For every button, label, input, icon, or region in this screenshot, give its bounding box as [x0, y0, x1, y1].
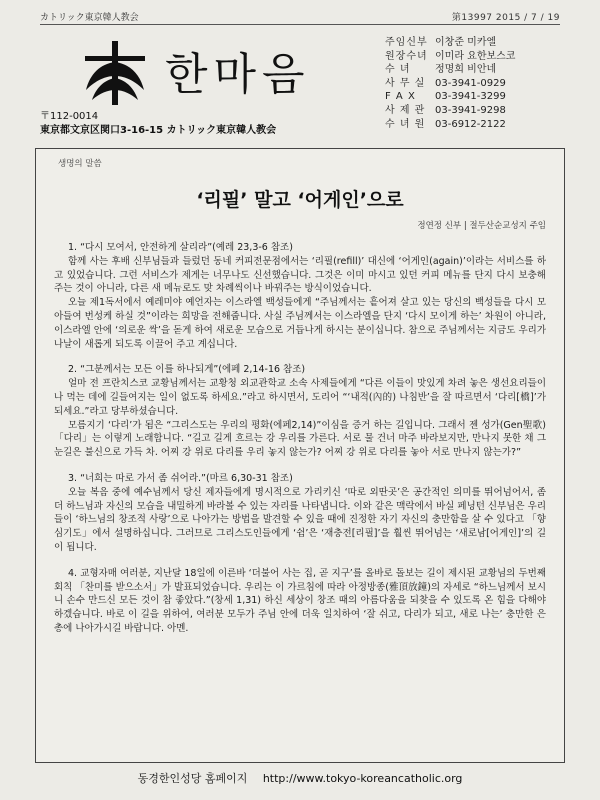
paragraph: 오늘 제1독서에서 예레미야 예언자는 이스라엘 백성들에게 “주님께서는 흩어져 살고 있는 당신의 백성들을 다시 모아들여 번성케 하실 것”이라는 희망을 전해줍니다. 사실 주님께서는 이스라엘을 단지 ‘다시 모이게 하는’ 차원이 아니라, 이스라엘 안에 ‘의로운 싹’을 돋게 하여 새로운 모습으로 거듭나게 하시는 분이십니다. 참으로 주님께서는 지금도 우리가 나날이 새롭게 되도록 이끌어 주고 계십니다.: [54, 297, 546, 350]
contact-value: 이미라 요한보스코: [435, 50, 516, 62]
address-line: 東京都文京区関口3-16-15 カトリック東京韓人教会: [40, 125, 277, 136]
contact-value: 03-3941-3299: [435, 91, 506, 103]
contact-value: 03-6912-2122: [435, 118, 506, 130]
article-headline: ‘리필’ 말고 ‘어게인’으로: [196, 189, 404, 211]
paragraph: 함께 사는 후배 신부님들과 들렀던 동네 커피전문점에서는 ‘리필(refill)’ 대신에 ‘어게인(again)’이라는 서비스를 하고 있었습니다. 그런 서비스가 제게는 너무나도 신선했습니다. 그것은 이미 마시고 있던 커피 메뉴를 단지 다시 보충해 주는 것이 아니라, 다른 새 메뉴로도 맞 차례씩이나 바꿔주는 방식이었습니다.: [54, 255, 546, 295]
paragraph: 모름지기 ‘다리’가 됨은 “그리스도는 우리의 평화(에페2,14)”이심을 증거 하는 길입니다. 그래서 젠 성가(Gen聖歌) 「다리」는 이렇게 노래합니다. “길고 길게 흐르는 강 우리를 가른다. 서로 물 건너 마주 바라보지만, 만나지 못한 채 그 눈길은 불신으로 가득 차. 어찌 강 위로 다리를 우리 놓지 않는가? 어찌 강 위로 다리를 놓아 서로 만나지 않는가?”: [54, 419, 546, 459]
contact-key: 사 무 실: [385, 77, 426, 89]
masthead-title: 한마음: [165, 49, 311, 100]
contact-key: 주임신부: [385, 37, 428, 48]
paragraph: 오늘 복음 중에 예수님께서 당신 제자들에게 명시적으로 가리키신 ‘따로 외딴곳’은 공간적인 의미를 뛰어넘어서, 좀 더 하느님과 자신의 모습을 내밀하게 바라볼 수 있는 자리를 나타냅니다. 이와 같은 맥락에서 바실 페닝턴 신부님은 우리들이 ‘하느님의 창조적 사랑’으로 나아가는 방법을 발견할 수 있을 때에 진정한 자기 자신의 충만함을 살 수 있다고 「향심기도」에서 설명하십니다. 그러므로 그리스도인들에게 ‘쉼’은 ‘재충전[리필]’을 훨씬 뛰어넘는 ‘새로남[어게인]’의 길이 됩니다.: [54, 486, 546, 553]
article-box: [35, 148, 565, 763]
section-heading: 2. “그분께서는 모든 이를 하나되게”(에페 2,14-16 참조): [68, 364, 306, 376]
contact-row: [385, 50, 575, 64]
contact-value: 이창준 미카엘: [435, 37, 497, 48]
contact-row: [385, 77, 575, 91]
contact-key: 수 녀 원: [385, 118, 426, 130]
issue-date: 第13997 2015 / 7 / 19: [451, 13, 560, 23]
contact-key: 원장수녀: [385, 50, 428, 62]
contact-row: [385, 104, 575, 118]
section-heading: 3. “너희는 따로 가서 좀 쉬어라.”(마르 6,30-31 참조): [68, 472, 293, 484]
contact-key: F A X: [385, 91, 416, 103]
footer: [0, 770, 600, 786]
top-bar: [40, 10, 560, 24]
contact-row: [385, 63, 575, 77]
article-body: [54, 241, 546, 636]
article-author: 정연정 신부 | 절두산순교성지 주임: [417, 221, 546, 231]
contact-value: 정명희 비안네: [435, 64, 497, 76]
contact-list: [385, 36, 575, 131]
top-divider: [40, 24, 560, 25]
paragraph: 4. 교형자매 여러분, 지난달 18일에 이른바 ‘더불어 사는 집, 곧 지구’를 올바로 돌보는 길이 제시된 교황님의 두번째 회칙 「찬미를 받으소서」가 발표되었습니다. 우리는 이 가르침에 따라 아정방종(雅頂放鐘)의 자세로 “하느님께서 보시니 손수 만드신 모든 것이 참 좋았다.”(창세 1,31) 하신 세상이 창조 때의 아름다움을 되찾을 수 있도록 온 힘을 다해야 하겠습니다. 바로 이 길을 위하여, 여러분 모두가 주님 안에 더욱 일치하여 ‘잘 쉬고, 다리가 되고, 새로 나는’ 충만한 은총에 나아가시길 바랍니다. 아멘.: [54, 567, 546, 634]
contact-value: 03-3941-9298: [435, 104, 506, 116]
church-logo-icon: [80, 38, 150, 108]
footer-label: 동경한인성당 홈페이지: [137, 772, 248, 785]
postal-code: 〒112-0014: [40, 111, 99, 122]
paragraph: 얼마 전 프란치스코 교황님께서는 교황청 외교관학교 소속 사제들에게 “다른 이들이 맛있게 차려 놓은 생선요리들이나 먹는 데에 길들여지는 일이 없도록 하세요.”라고 하시면서, 도리어 “‘내적(內的) 나침반’을 잘 따르면서 ‘다리[橋]’가 되세요.”라고 당부하셨습니다.: [54, 378, 546, 417]
contact-key: 사 제 관: [385, 104, 426, 116]
footer-url[interactable]: http://www.tokyo-koreancatholic.org: [262, 772, 463, 785]
contact-row: [385, 118, 575, 132]
contact-row: [385, 36, 575, 50]
contact-row: [385, 90, 575, 104]
section-heading: 1. “다시 모여서, 안전하게 살리라”(예레 23,3-6 참조): [68, 242, 293, 253]
section-tag: 생명의 말씀: [58, 159, 102, 169]
contact-key: 수 녀: [385, 64, 411, 76]
address-block: [40, 110, 276, 138]
contact-value: 03-3941-0929: [435, 77, 506, 89]
parish-small-name: カトリック東京韓人教会: [40, 13, 139, 23]
